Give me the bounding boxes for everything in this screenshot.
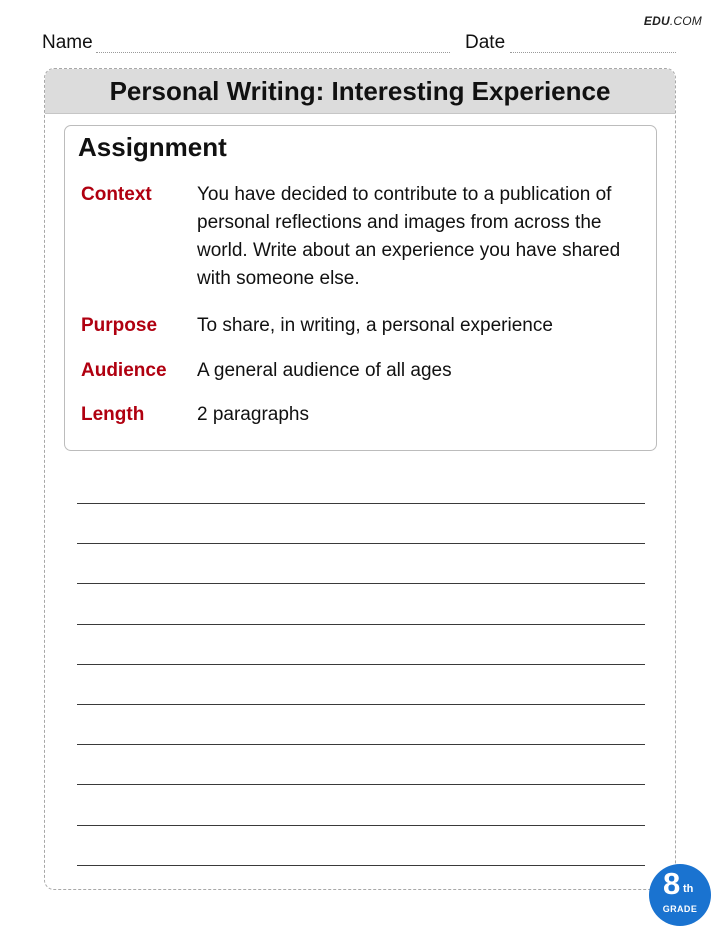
grade-badge <box>649 864 711 926</box>
context-label: Context <box>81 184 152 205</box>
worksheet-panel <box>44 68 676 890</box>
length-label: Length <box>81 404 145 425</box>
length-text: 2 paragraphs <box>197 404 309 425</box>
writing-line[interactable] <box>77 503 645 504</box>
writing-line[interactable] <box>77 744 645 745</box>
grade-suffix: th <box>683 883 694 895</box>
grade-number: 8 <box>663 866 681 901</box>
writing-line[interactable] <box>77 583 645 584</box>
writing-line[interactable] <box>77 704 645 705</box>
date-field-line[interactable] <box>510 52 676 53</box>
date-label: Date <box>465 32 506 53</box>
assignment-heading: Assignment <box>78 132 227 162</box>
writing-line[interactable] <box>77 825 645 826</box>
name-label: Name <box>42 32 93 53</box>
writing-line[interactable] <box>77 865 645 866</box>
writing-line[interactable] <box>77 784 645 785</box>
audience-label: Audience <box>81 360 167 381</box>
worksheet-title: Personal Writing: Interesting Experience <box>45 69 675 114</box>
name-field-line[interactable] <box>96 52 450 53</box>
brand-logo-bold: EDU <box>643 14 670 28</box>
purpose-label: Purpose <box>81 315 158 336</box>
brand-logo-suffix: .COM <box>669 14 702 28</box>
brand-logo <box>644 14 702 28</box>
assignment-box <box>64 125 657 451</box>
purpose-text: To share, in writing, a personal experience <box>197 315 553 336</box>
writing-line[interactable] <box>77 664 645 665</box>
writing-line[interactable] <box>77 543 645 544</box>
audience-text: A general audience of all ages <box>197 360 452 381</box>
grade-word: GRADE <box>662 904 698 914</box>
context-text: You have decided to contribute to a publication of personal reflections and images from across the world. Write about an experience you have shared with someone else. <box>197 184 621 289</box>
writing-line[interactable] <box>77 624 645 625</box>
